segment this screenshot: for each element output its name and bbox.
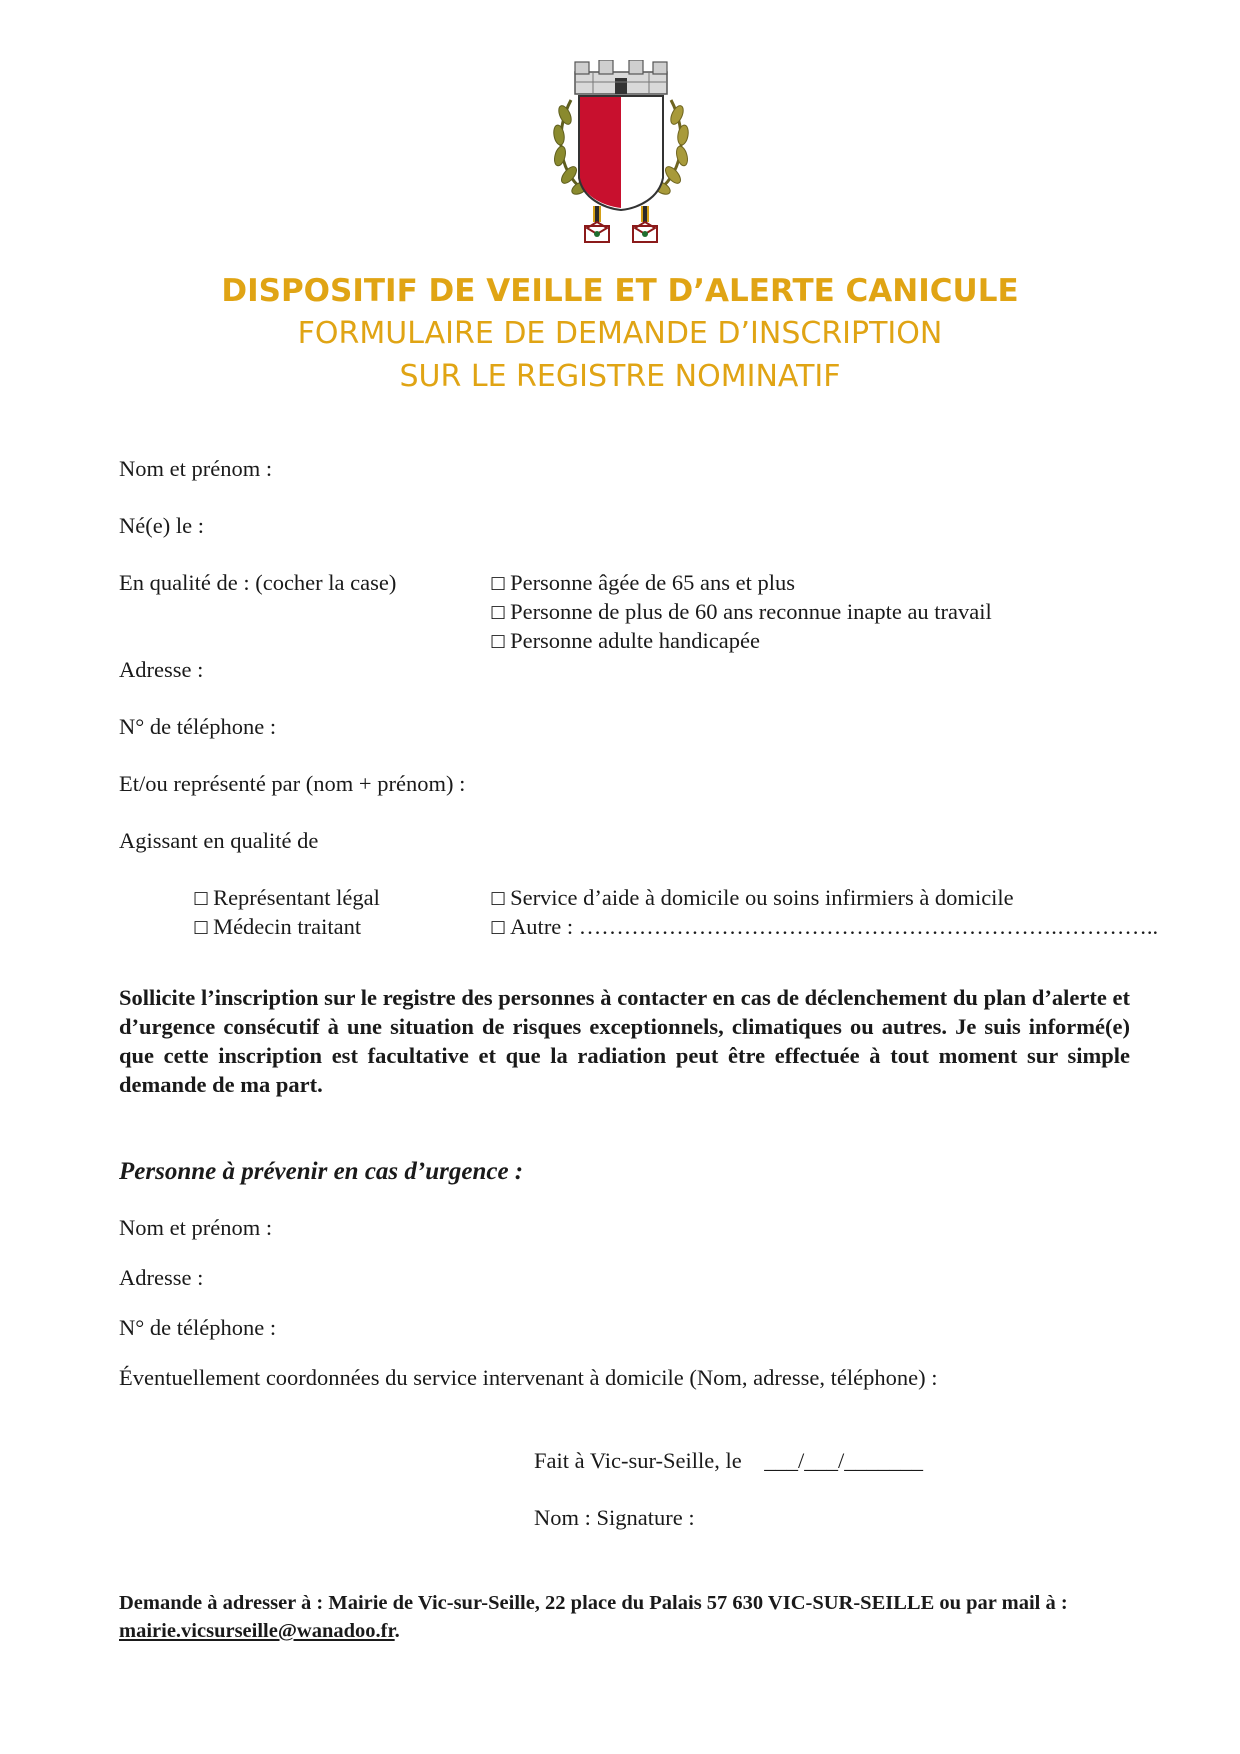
option-label: Médecin traitant [213,914,362,939]
form-subtitle-line-1: FORMULAIRE DE DEMANDE D’INSCRIPTION [297,316,943,351]
signature-label: Nom : Signature : [534,1505,695,1530]
quality-option-unfit-60[interactable] [490,601,992,624]
emergency-phone-label: N° de téléphone : [119,1315,277,1340]
mural-crown [575,60,667,94]
acting-option-home-care[interactable] [490,887,1014,910]
option-label: Représentant légal [213,885,380,910]
checkbox-icon[interactable]: □ [490,917,507,937]
checkbox-icon[interactable]: □ [193,917,210,937]
emergency-contact-heading: Personne à prévenir en cas d’urgence : [119,1158,524,1185]
acting-option-doctor[interactable] [193,916,361,939]
form-subtitle-line-2: SUR LE REGISTRE NOMINATIF [399,359,841,394]
checkbox-icon[interactable]: □ [490,573,507,593]
quality-option-age-65[interactable] [490,572,795,595]
quality-option-disabled-adult[interactable] [490,630,760,653]
emergency-name-label: Nom et prénom : [119,1215,273,1240]
medals [585,206,657,242]
checkbox-icon[interactable]: □ [490,631,507,651]
birthdate-field-label: Né(e) le : [119,513,204,538]
form-title: DISPOSITIF DE VEILLE ET D’ALERTE CANICULE [221,273,1019,309]
acting-option-other[interactable] [490,916,1158,939]
phone-field-label: N° de téléphone : [119,714,277,739]
option-label: Personne âgée de 65 ans et plus [510,570,795,595]
acting-as-label: Agissant en qualité de [119,828,319,853]
checkbox-icon[interactable]: □ [193,888,210,908]
checkbox-icon[interactable]: □ [490,888,507,908]
emergency-address-label: Adresse : [119,1265,204,1290]
option-label: Personne adulte handicapée [510,628,760,653]
email-link[interactable]: mairie.vicsurseille@wanadoo.fr [119,1620,395,1642]
option-label: Personne de plus de 60 ans reconnue inapte au travail [510,599,992,624]
name-field-label: Nom et prénom : [119,456,273,481]
footer-end: . [394,1620,400,1642]
shield [579,96,663,210]
address-field-label: Adresse : [119,657,204,682]
option-label: Autre : ……………………………………………………….………….. [510,914,1159,939]
coat-of-arms-logo [553,60,689,244]
consent-statement: Sollicite l’inscription sur le registre des personnes à contacter en cas de déclenchement du plan d’alerte et d’urgence consécutif à une situation de risques exceptionnels, climatiques ou autres. Je suis informé(e) que cette inscription est facultative et que la radiation peut être effectuée à tout moment sur simple demande de ma part. [119,985,1130,1097]
representative-field-label: Et/ou représenté par (nom + prénom) : [119,771,466,796]
place-date-line: Fait à Vic-sur-Seille, le ___/___/_______ [534,1448,923,1473]
submission-address [119,1589,1130,1645]
submission-text: Demande à adresser à : Mairie de Vic-sur-Seille, 22 place du Palais 57 630 VIC-SUR-SEILLE ou par mail à : [119,1592,1068,1614]
acting-option-legal-rep[interactable] [193,887,380,910]
option-label: Service d’aide à domicile ou soins infirmiers à domicile [510,885,1014,910]
home-service-label: Éventuellement coordonnées du service intervenant à domicile (Nom, adresse, téléphone) : [119,1365,938,1390]
quality-field-label: En qualité de : (cocher la case) [119,570,397,595]
checkbox-icon[interactable]: □ [490,602,507,622]
